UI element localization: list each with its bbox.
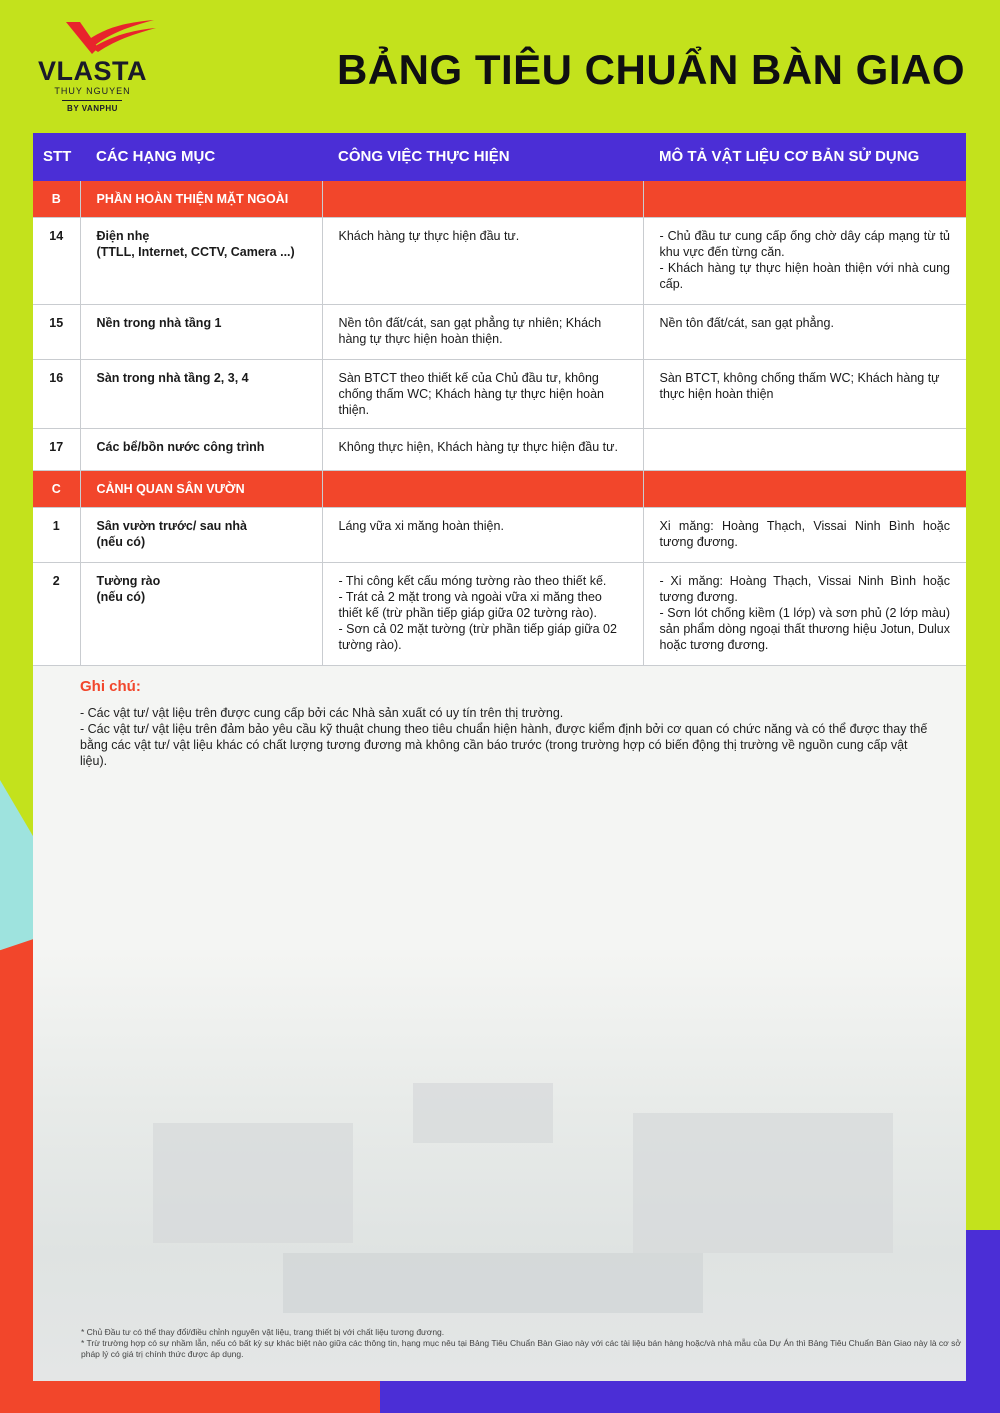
row-material: Xi măng: Hoàng Thạch, Vissai Ninh Bình hoặc tương đương. bbox=[643, 508, 966, 563]
note-item: - Các vật tư/ vật liệu trên đảm bảo yêu cầu kỹ thuật chung theo tiêu chuẩn hiện hành, được kiểm định bởi cơ quan có chức năng và có thể được thay thế bằng các vật tư/ vật liệu khác có chất lượng tương đương mà không cần báo trước (trong trường hợp có biến động thị trường về nguồn cung cấp vật liệu). bbox=[80, 722, 928, 768]
row-stt: 17 bbox=[33, 429, 80, 471]
notes-title: Ghi chú: bbox=[80, 678, 141, 695]
logo-divider bbox=[62, 100, 122, 101]
logo-subtitle: THUY NGUYEN bbox=[54, 86, 131, 96]
row-work: Sàn BTCT theo thiết kế của Chủ đầu tư, không chống thấm WC; Khách hàng tự thực hiện hoàn thiện. bbox=[322, 360, 643, 429]
row-material: - Chủ đầu tư cung cấp ống chờ dây cáp mạng từ tủ khu vực đến từng căn. - Khách hàng tự thực hiện hoàn thiện với nhà cung cấp. bbox=[643, 218, 966, 305]
handover-standards-table bbox=[33, 133, 966, 666]
row-material: - Xi măng: Hoàng Thạch, Vissai Ninh Bình hoặc tương đương. - Sơn lót chống kiềm (1 lớp) và sơn phủ (2 lớp màu) sản phẩm dòng ngoại thất thương hiệu Jotun, Dulux hoặc tương đương. bbox=[643, 563, 966, 666]
notes-section bbox=[80, 678, 930, 769]
section-name: PHẦN HOÀN THIỆN MẶT NGOÀI bbox=[80, 181, 322, 218]
table-row bbox=[33, 218, 966, 305]
logo-mark-icon bbox=[58, 18, 158, 58]
footnote-item: * Trừ trường hợp có sự nhầm lẫn, nếu có bất kỳ sự khác biệt nào giữa các thông tin, hạng mục nêu tại Bảng Tiêu Chuẩn Bàn Giao này với các tài liệu bán hàng hoặc/và nhà mẫu của Dự Án thì Bảng Tiêu Chuẩn Bàn Giao này là cơ sở pháp lý có giá trị chính thức được áp dụng. bbox=[81, 1338, 961, 1359]
row-stt: 15 bbox=[33, 305, 80, 360]
background-photo bbox=[33, 953, 966, 1381]
row-work: Không thực hiện, Khách hàng tự thực hiện đầu tư. bbox=[322, 429, 643, 471]
row-item: Nền trong nhà tầng 1 bbox=[80, 305, 322, 360]
section-row bbox=[33, 471, 966, 508]
section-name: CẢNH QUAN SÂN VƯỜN bbox=[80, 471, 322, 508]
section-code: B bbox=[33, 181, 80, 218]
table-row bbox=[33, 429, 966, 471]
note-item: - Các vật tư/ vật liệu trên được cung cấp bởi các Nhà sản xuất có uy tín trên thị trường. bbox=[80, 706, 564, 720]
table-row bbox=[33, 305, 966, 360]
row-material bbox=[643, 429, 966, 471]
row-stt: 1 bbox=[33, 508, 80, 563]
column-header: CÔNG VIỆC THỰC HIỆN bbox=[322, 133, 643, 181]
column-header: CÁC HẠNG MỤC bbox=[80, 133, 322, 181]
row-item: Tường rào (nếu có) bbox=[80, 563, 322, 666]
row-item: Các bể/bồn nước công trình bbox=[80, 429, 322, 471]
table-row bbox=[33, 563, 966, 666]
row-material: Nền tôn đất/cát, san gạt phẳng. bbox=[643, 305, 966, 360]
row-work: Khách hàng tự thực hiện đầu tư. bbox=[322, 218, 643, 305]
page-title: BẢNG TIÊU CHUẨN BÀN GIAO bbox=[337, 46, 965, 93]
section-code: C bbox=[33, 471, 80, 508]
logo-name: VLASTA bbox=[38, 56, 147, 86]
row-work: Láng vữa xi măng hoàn thiện. bbox=[322, 508, 643, 563]
content-panel bbox=[33, 133, 966, 1381]
table-row bbox=[33, 508, 966, 563]
row-item: Sàn trong nhà tầng 2, 3, 4 bbox=[80, 360, 322, 429]
row-work: Nền tôn đất/cát, san gạt phẳng tự nhiên; Khách hàng tự thực hiện hoàn thiện. bbox=[322, 305, 643, 360]
row-item: Điện nhẹ (TTLL, Internet, CCTV, Camera ...) bbox=[80, 218, 322, 305]
row-stt: 14 bbox=[33, 218, 80, 305]
table-header-row bbox=[33, 133, 966, 181]
footnotes bbox=[81, 1327, 961, 1360]
row-material: Sàn BTCT, không chống thấm WC; Khách hàng tự thực hiện hoàn thiện bbox=[643, 360, 966, 429]
row-stt: 16 bbox=[33, 360, 80, 429]
column-header: STT bbox=[33, 133, 80, 181]
row-work: - Thi công kết cấu móng tường rào theo thiết kế. - Trát cả 2 mặt trong và ngoài vữa xi măng theo thiết kế (trừ phần tiếp giáp giữa 02 tường rào). - Sơn cả 02 mặt tường (trừ phần tiếp giáp giữa 02 tường rào). bbox=[322, 563, 643, 666]
table-row bbox=[33, 360, 966, 429]
row-item: Sân vườn trước/ sau nhà (nếu có) bbox=[80, 508, 322, 563]
row-stt: 2 bbox=[33, 563, 80, 666]
section-row bbox=[33, 181, 966, 218]
column-header: MÔ TẢ VẬT LIỆU CƠ BẢN SỬ DỤNG bbox=[643, 133, 966, 181]
logo-byline: BY VANPHU bbox=[67, 104, 118, 113]
footnote-item: * Chủ Đầu tư có thể thay đổi/điều chỉnh nguyên vật liệu, trang thiết bị với chất liệu tương đương. bbox=[81, 1327, 445, 1337]
